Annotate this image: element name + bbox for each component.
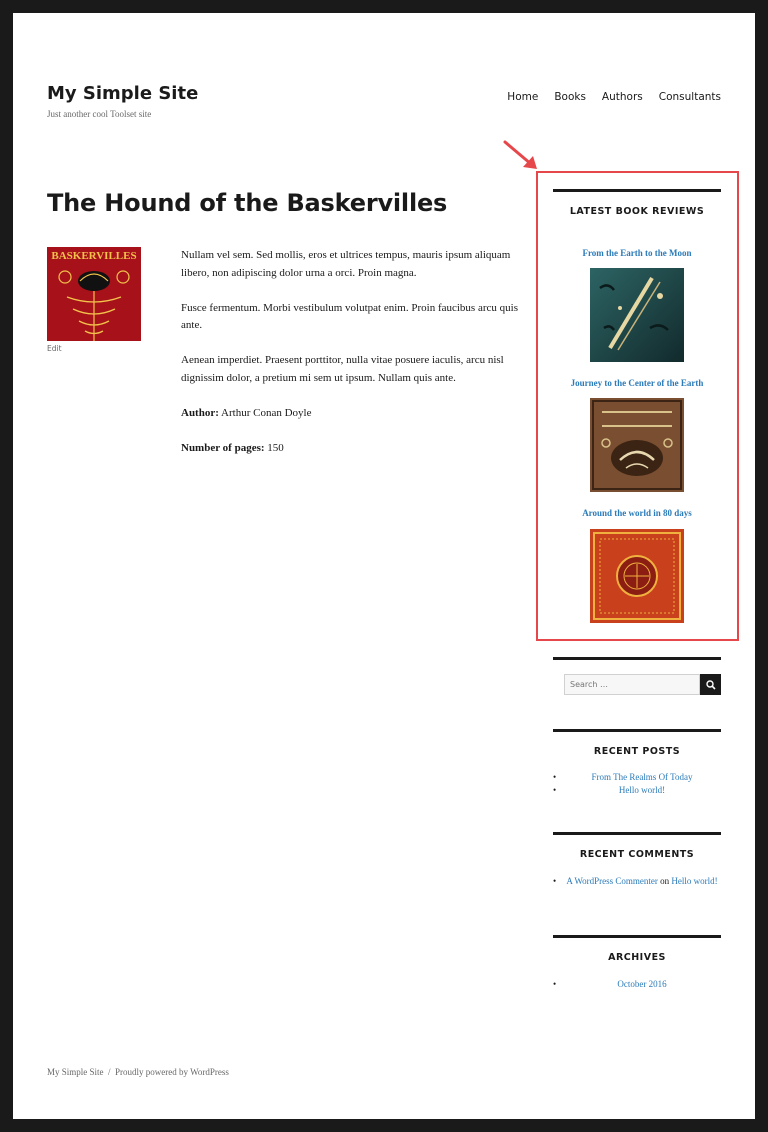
archive-link[interactable]: • October 2016 [553, 978, 721, 991]
recent-posts-list [553, 771, 721, 797]
nav-books[interactable]: Books [554, 91, 586, 103]
widget-divider [553, 935, 721, 938]
review-cover-around-world[interactable] [590, 529, 684, 623]
archives-title: ARCHIVES [608, 952, 666, 963]
post-content [181, 247, 521, 475]
cover-title-text: BASKERVILLES [51, 250, 137, 262]
footer-site-link[interactable]: My Simple Site [47, 1067, 104, 1077]
recent-posts-title: RECENT POSTS [593, 746, 681, 757]
review-link-journey-center[interactable]: Journey to the Center of the Earth [570, 378, 704, 388]
paragraph: Fusce fermentum. Morbi vestibulum volutpat enim. Proin faucibus arcu quis ante. [181, 301, 518, 331]
footer-separator: / [108, 1067, 111, 1077]
latest-reviews-title: LATEST BOOK REVIEWS [569, 206, 705, 217]
nav-authors[interactable]: Authors [601, 91, 643, 103]
pages-label: Number of pages: [181, 441, 265, 454]
paragraph: Aenean imperdiet. Praesent porttitor, nulla vitae posuere iaculis, arcu nisl dignissim dolor, a pretium mi sem ut ipsum. Nullam quis ante. [181, 354, 504, 384]
author-field [181, 405, 521, 423]
widget-divider [553, 729, 721, 732]
paragraph: Nullam vel sem. Sed mollis, eros et ultrices tempus, mauris ipsum aliquam libero, non adipiscing dolor urna a orci. Proin magna. [181, 249, 511, 279]
edit-link[interactable]: Edit [47, 344, 62, 353]
pages-field [181, 440, 521, 458]
archives-list [553, 978, 721, 991]
widget-divider [553, 657, 721, 660]
comment-author-link[interactable]: A WordPress Commenter [566, 876, 658, 886]
review-cover-journey-center[interactable] [590, 398, 684, 492]
author-label: Author: [181, 406, 219, 419]
nav-consultants[interactable]: Consultants [658, 91, 721, 103]
site-footer [47, 1067, 229, 1077]
footer-powered-link[interactable]: Proudly powered by WordPress [115, 1067, 229, 1077]
site-description: Just another cool Toolset site [47, 109, 152, 119]
list-item [553, 875, 721, 888]
review-link-around-world[interactable]: Around the world in 80 days [582, 508, 692, 518]
author-value: Arthur Conan Doyle [221, 406, 312, 419]
widget-divider [553, 189, 721, 192]
search-button[interactable] [700, 674, 721, 695]
post-title: The Hound of the Baskervilles [47, 189, 448, 217]
recent-post-link[interactable]: • Hello world! [553, 784, 721, 797]
search-input[interactable] [564, 674, 700, 695]
main-nav [507, 91, 721, 103]
comment-post-link[interactable]: Hello world! [671, 876, 718, 886]
pages-value: 150 [267, 441, 284, 454]
search-icon [706, 680, 716, 690]
nav-home[interactable]: Home [507, 91, 539, 103]
review-link-earth-moon[interactable]: From the Earth to the Moon [582, 248, 692, 258]
widget-divider [553, 832, 721, 835]
recent-comments-list [553, 875, 721, 888]
recent-post-link[interactable]: • From The Realms Of Today [553, 771, 721, 784]
annotation-arrow-icon [501, 139, 541, 171]
comment-on-text: on [660, 876, 670, 886]
site-title[interactable]: My Simple Site [47, 83, 199, 104]
page [13, 13, 755, 1119]
book-cover-image [47, 247, 141, 341]
recent-comments-title: RECENT COMMENTS [579, 849, 695, 860]
review-cover-earth-moon[interactable] [590, 268, 684, 362]
